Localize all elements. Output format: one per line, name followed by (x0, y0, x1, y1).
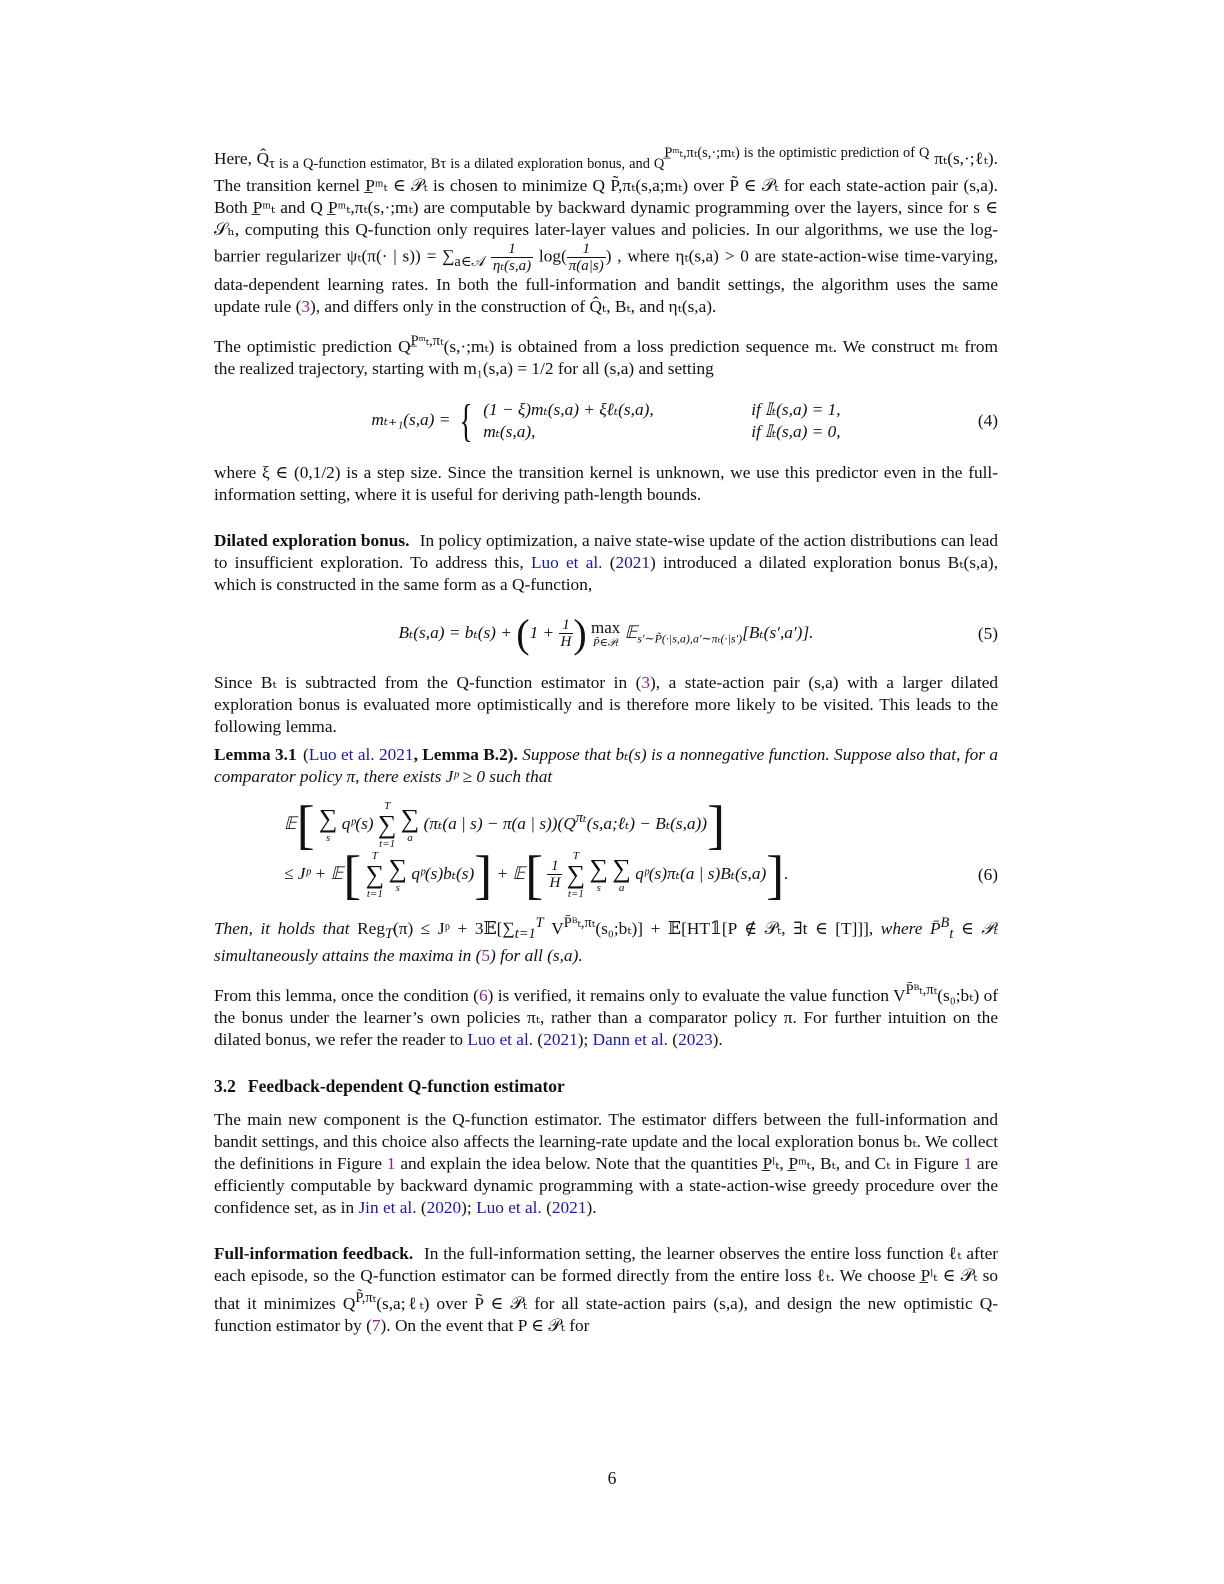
equation-link[interactable]: 3 (301, 297, 310, 317)
citation-link[interactable]: Luo et al. (530, 552, 603, 572)
equation-6-line-1: 𝔼[ ∑ s qᵖ(s) T ∑ t=1 ∑ a (πₜ(a | s) − π(a | $s))(Q^{\pi_t}(s,a;\ell_t) - B_t(s,a))$] (284, 794, 726, 855)
figure-link[interactable]: 1 (963, 1153, 973, 1173)
paragraph-bonus-effect: Since Bₜ is subtracted from the Q-function estimator in (3), a state-action pair (s,a) with a larger dilated exploration bonus is evaluated more optimistically and is therefore more likely to be visited. This leads to the following lemma. (214, 672, 998, 736)
section-heading: 3.2 Feedback-dependent Q-function estimator (214, 1075, 565, 1096)
paragraph-estimator: The main new component is the Q-function estimator. The estimator differs between the full-information and bandit settings, and this choice also affects the learning-rate update and the local exploration bonus bₜ. We collect the definitions in Figure 1 and explain the idea below. Note that the quantities P̲ˡₜ, P̲ᵐₜ, Bₜ, and Cₜ in Figure 1 are efficiently computable by backward dynamic programming with a state-action-wise greedy procedure over the confidence set, as in Jin et al. (2020); Luo et al. (2021). (214, 1109, 999, 1217)
equation-6 (214, 794, 998, 905)
equation-number: (4) (977, 410, 998, 430)
page-number: 6 (607, 1468, 617, 1488)
equation-link[interactable]: 3 (641, 672, 651, 692)
citation-year-link[interactable]: 2021 (615, 552, 651, 572)
citation-link[interactable]: Jin et al. (358, 1197, 417, 1217)
paragraph-lemma-use: From this lemma, once the condition (6) is verified, it remains only to evaluate the value function $V^{P̄ᴮ_t,\pi_t}(s_0;b_t)$ of the bonus under the learner’s own policies πₜ, rather than a comparator policy π. For further intuition on the dilated bonus, we refer the reader to Luo et al. (2021); Dann et al. (2023). (214, 982, 998, 1049)
equation-link[interactable]: 7 (371, 1315, 381, 1335)
paragraph-prediction: The optimistic prediction $Q^{P̲ᵐ_t,\pi_t}(s,\cdot;m_t)$ is obtained from a loss prediction sequence mₜ. We construct mₜ from the realized trajectory, starting with m₁(s,a) = 1/2 for all (s,a) and setting (214, 333, 999, 378)
fraction: $\frac{1}{\pi(a|s)}$ (568, 241, 604, 275)
citation-link[interactable]: Luo et al. (467, 1029, 534, 1049)
citation-year-link[interactable]: 2021 (543, 1029, 578, 1049)
fraction: $\frac{1}{\text{ηₜ(s,a)}}$ (492, 241, 532, 275)
citation-year-link[interactable]: 2020 (426, 1197, 462, 1217)
cases: (1 − ξ)mₜ(s,a) + ξℓₜ(s,a), if 𝕀ₜ(s,a) = 1, mₜ(s,a), if 𝕀ₜ(s,a) = 0, (483, 399, 841, 441)
equation-link[interactable]: 5 (481, 946, 490, 966)
equation-number: (5) (977, 623, 998, 643)
citation-year-link[interactable]: 2021 (551, 1197, 587, 1217)
citation-link[interactable]: Luo et al. (476, 1197, 542, 1217)
figure-link[interactable]: 1 (386, 1153, 396, 1173)
citation-link[interactable]: Luo et al. 2021 (308, 744, 414, 764)
left-brace: { (459, 394, 473, 446)
equation-link[interactable]: 6 (478, 985, 488, 1005)
page-body (214, 142, 998, 1337)
fraction: $\frac{1}{H}$ (549, 858, 561, 892)
paragraph-intro: Here, $Q̂_{\tau is a Q-function estimator, B\tau is a dilated exploration bonus, and Q}^{P̲ᵐ_t,\pi_t(s,\cdot;m_t) is the optimistic prediction of Q}$ πₜ(s,·;ℓₜ). The transition kernel P̲ᵐₜ ∈ 𝒫ₜ is chosen to minimize Q P̃,πₜ(s,a;mₜ) over P̃ ∈ 𝒫ₜ for each state-action pair (s,a). Both P̲ᵐₜ and Q P̲ᵐₜ,πₜ(s,·;mₜ) are computable by backward dynamic programming over the layers, since for s ∈ 𝒮ₕ, computing this Q-function only requires later-layer values and policies. In our algorithms, we use the log-barrier regularizer ψₜ(π(· | $s)) = \sum_{a\in 𝒜}$ $\frac{1}{\text{ηₜ(s,a)}}$ log( $\frac{1}{\pi(a|s)}$ ) , where ηₜ(s,a) > 0 are state-action-wise time-varying, data-dependent learning rates. In both the full-information and bandit settings, the algorithm uses the same update rule (3), and differs only in the construction of Q̂ₜ, Bₜ, and ηₜ(s,a). (214, 145, 998, 317)
equation-5: Bₜ(s,a) = bₜ(s) + (1 + $\frac{1}{H}$ ) max P̃∈𝒫ₜ 𝔼$_{s'\sim P̃(\cdot|s,a),a'\sim\pi_t(\cdot|s')}$[Bₜ(s′,a′)]. (5) (398, 610, 998, 656)
paragraph-step-size: where ξ ∈ (0,1/2) is a step size. Since the transition kernel is unknown, we use this predictor even in the full-information setting, where it is useful for deriving path-length bounds. (214, 462, 998, 504)
equation-4: mₜ₊₁(s,a) = { (1 − ξ)mₜ(s,a) + ξℓₜ(s,a), if 𝕀ₜ(s,a) = 1, mₜ(s,a), if 𝕀ₜ(s,a) = 0, (4) (371, 394, 998, 446)
paragraph-dilated-bonus: Dilated exploration bonus. In policy optimization, a naive state-wise update of the action distributions can lead to insufficient exploration. To address this, Luo et al. (2021) introduced a dilated exploration bonus Bₜ(s,a), which is constructed in the same form as a Q-function, (214, 530, 999, 594)
lemma-3-1: Lemma 3.1 (Luo et al. 2021, Lemma B.2). Suppose that bₜ(s) is a nonnegative function. Suppose also that, for a comparator policy π, there exists Jᵖ ≥ 0 such that (214, 744, 998, 786)
equation-number: (6) (977, 864, 998, 884)
citation-link[interactable]: Dann et al. (592, 1029, 668, 1049)
equation-6-line-2: ≤ Jᵖ + 𝔼[ T ∑ t=1 ∑ s qᵖ(s)bₜ(s)] + 𝔼[ $\frac{1}{H}$ T ∑ t=1 ∑ s ∑ a qᵖ(s)πₜ(a | s)Bₜ(s,a)]. (6) (284, 844, 998, 905)
paragraph-full-information: Full-information feedback. In the full-information setting, the learner observes the entire loss function ℓₜ after each episode, so the Q-function estimator can be formed directly from the entire loss ℓₜ. We choose P̲ˡₜ ∈ 𝒫ₜ so that it minimizes $Q^{P̃,\pi_t}(s,a;\ell_t)$ over P̃ ∈ 𝒫ₜ for all state-action pairs (s,a), and design the new optimistic Q-function estimator by (7). On the event that P ∈ 𝒫ₜ for (214, 1243, 999, 1335)
lemma-conclusion: Then, it holds that Reg$_T$(π) ≤ Jᵖ + $3𝔼[\sum_{t=1}^T$ $V^{P̄ᴮ_t,\pi_t}(s_0;b_t)$] + 𝔼[HT𝟙[P ∉ 𝒫ₜ, ∃t ∈ [T]]], where P̄$^B_t$ ∈ 𝒫ₜ simultaneously attains the maxima in (5) for all (s,a). (214, 914, 999, 966)
max-operator: max P̃∈𝒫ₜ (591, 617, 621, 649)
citation-year-link[interactable]: 2023 (678, 1029, 713, 1049)
fraction: $\frac{1}{H}$ (560, 617, 572, 651)
